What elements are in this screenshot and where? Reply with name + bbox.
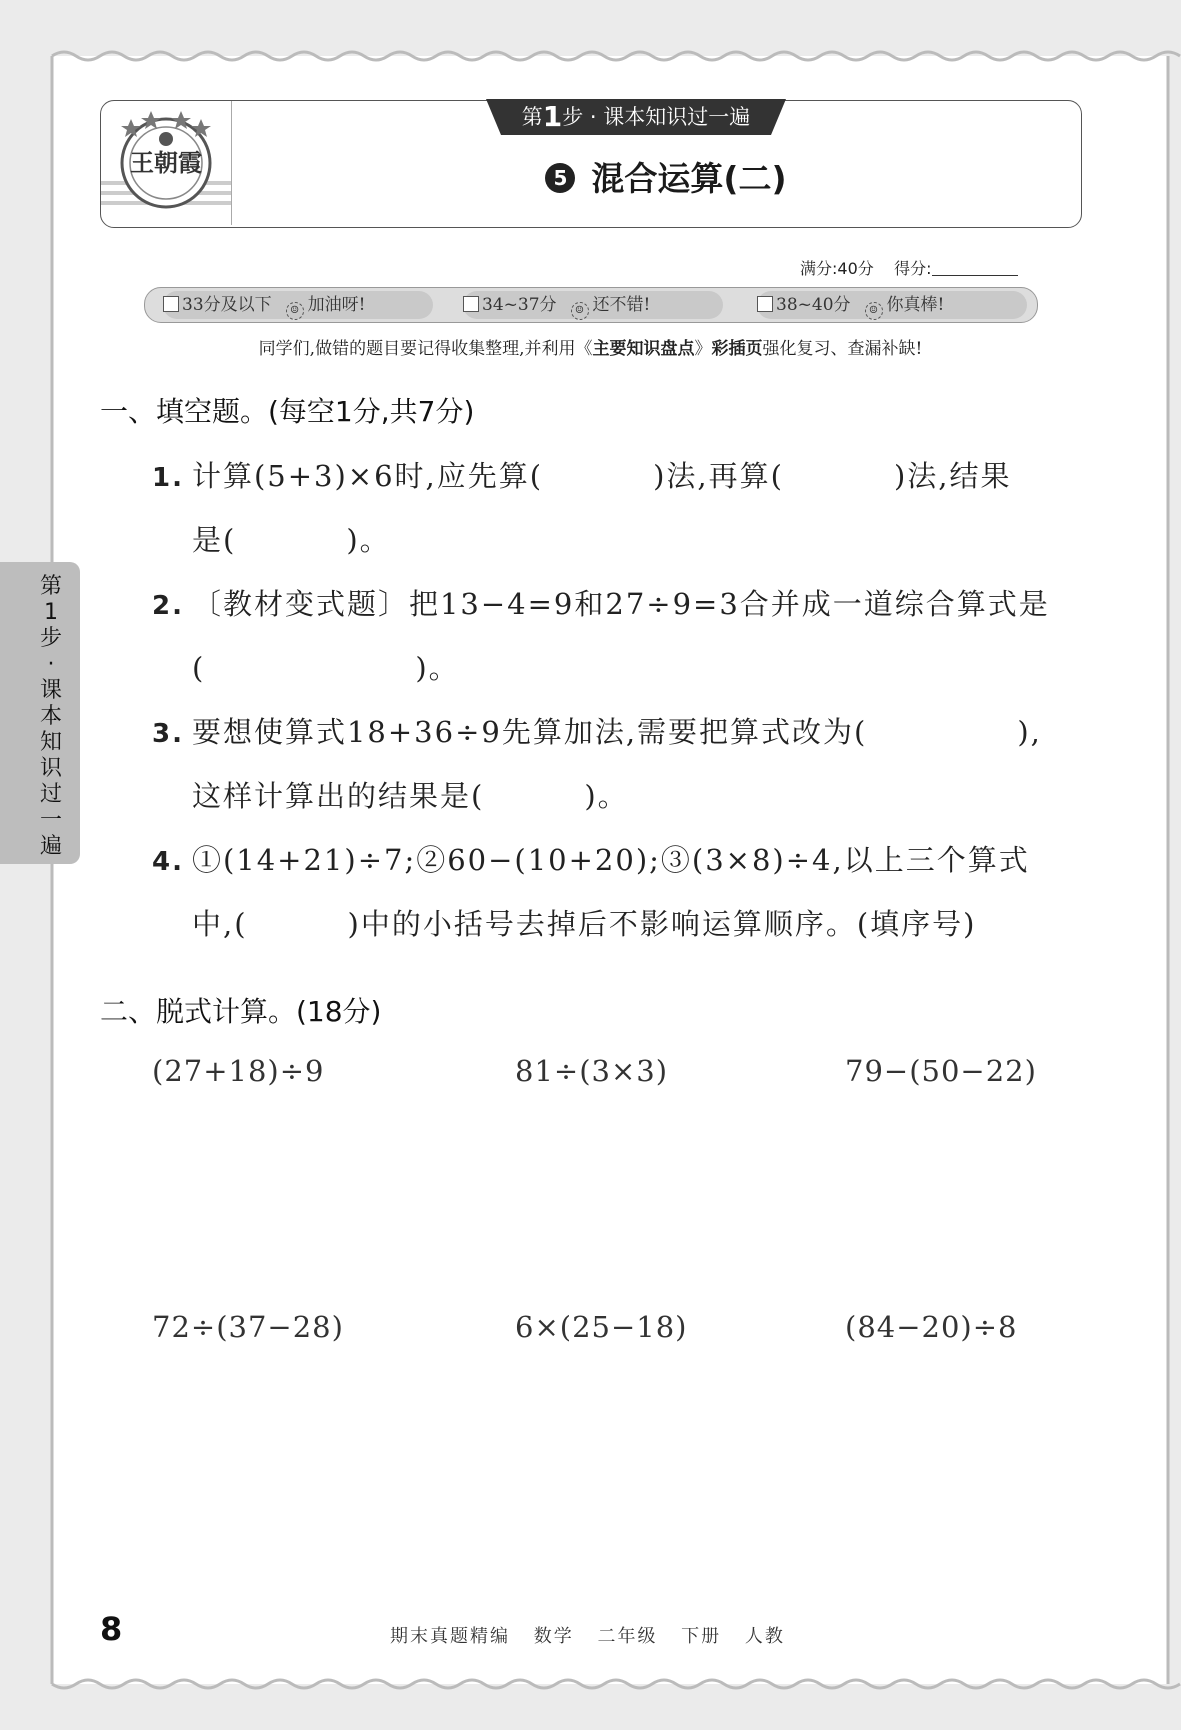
rating-comment: 加油呀!: [307, 295, 366, 315]
question-1: [152, 454, 1012, 495]
score-line: [800, 256, 1018, 279]
reminder-part: 强化复习、查漏补缺!: [762, 339, 923, 359]
rating-item: [463, 291, 723, 319]
rating-comment: 你真棒!: [886, 295, 945, 315]
question-2: [152, 582, 1050, 623]
rating-range: 33分及以下: [182, 295, 272, 315]
reminder-bold: 彩插页: [711, 339, 763, 359]
question-number: 3.: [152, 719, 184, 749]
question-text: )中的小括号去掉后不影响运算顺序。(填序号): [347, 907, 977, 941]
step-tab: [486, 99, 786, 135]
footer-book-info: 期末真题精编 数学 二年级 下册 人教: [390, 1626, 785, 1647]
expression: 72÷(37−28): [152, 1310, 344, 1344]
question-number: 2.: [152, 591, 184, 621]
section-1-title: 一、填空题。(每空1分,共7分): [100, 395, 475, 428]
full-score: 满分:40分: [800, 259, 874, 278]
reminder-bold: 主要知识盘点: [592, 339, 695, 359]
expression: 6×(25−18): [515, 1310, 688, 1344]
question-3-cont: [192, 774, 629, 815]
question-text: 这样计算出的结果是(: [192, 779, 485, 813]
question-text: )。: [415, 651, 460, 685]
question-4-cont: [192, 902, 977, 943]
face-icon: ☺: [286, 302, 304, 320]
lesson-header: [100, 100, 1082, 228]
question-text: ①(14+21)÷7;②60−(10+20);③(3×8)÷4,以上三个算式: [191, 843, 1030, 877]
step-prefix: 第: [521, 105, 543, 129]
rating-item: [163, 291, 433, 319]
question-text: 〔教材变式题〕把13−4=9和27÷9=3合并成一道综合算式是: [191, 587, 1050, 621]
rating-item: [757, 291, 1027, 319]
question-3: [152, 710, 1042, 751]
expression: (27+18)÷9: [152, 1054, 325, 1088]
question-2-cont: [192, 646, 460, 687]
reminder-part: 同学们,做错的题目要记得收集整理,并利用《: [258, 339, 593, 359]
side-step-label: 第1步·课本知识过一遍: [39, 574, 62, 859]
svg-text:王朝霞: 王朝霞: [130, 148, 202, 177]
rating-bar: [144, 287, 1038, 323]
rating-range: 34~37分: [482, 295, 557, 315]
question-text: )。: [584, 779, 629, 813]
face-icon: ☺: [865, 302, 883, 320]
expression: 81÷(3×3): [515, 1054, 669, 1088]
rating-checkbox[interactable]: [757, 296, 773, 312]
lesson-number: 5: [545, 163, 575, 193]
question-number: 4.: [152, 847, 184, 877]
face-icon: ☺: [571, 302, 589, 320]
step-suffix: 步 · 课本知识过一遍: [562, 105, 751, 129]
reminder-text: [0, 334, 1181, 359]
question-4: [152, 838, 1030, 879]
question-text: 是(: [192, 523, 237, 557]
question-text: )。: [346, 523, 391, 557]
question-1-cont: [192, 518, 391, 559]
question-text: )法,结果: [893, 459, 1012, 493]
score-label: 得分:: [894, 259, 932, 278]
rating-comment: 还不错!: [592, 295, 651, 315]
question-text: 要想使算式18+36÷9先算加法,需要把算式改为(: [191, 715, 868, 749]
rating-checkbox[interactable]: [163, 296, 179, 312]
reminder-part: 》: [694, 339, 712, 359]
expression: 79−(50−22): [845, 1054, 1037, 1088]
side-step-tab: [0, 562, 80, 864]
section-2-title: 二、脱式计算。(18分): [100, 995, 382, 1028]
lesson-title: 混合运算(二): [591, 159, 787, 198]
expression: (84−20)÷8: [845, 1310, 1018, 1344]
score-blank[interactable]: [932, 261, 1018, 276]
rating-checkbox[interactable]: [463, 296, 479, 312]
page-number: 8: [100, 1610, 123, 1648]
question-text: ),: [1017, 715, 1042, 749]
question-text: 中,(: [192, 907, 248, 941]
question-text: (: [192, 651, 206, 685]
question-text: )法,再算(: [653, 459, 784, 493]
step-number: 1: [542, 100, 563, 133]
lesson-title-row: [101, 153, 1081, 200]
rating-range: 38~40分: [776, 295, 851, 315]
question-text: 计算(5+3)×6时,应先算(: [191, 459, 544, 493]
question-number: 1.: [152, 463, 184, 493]
